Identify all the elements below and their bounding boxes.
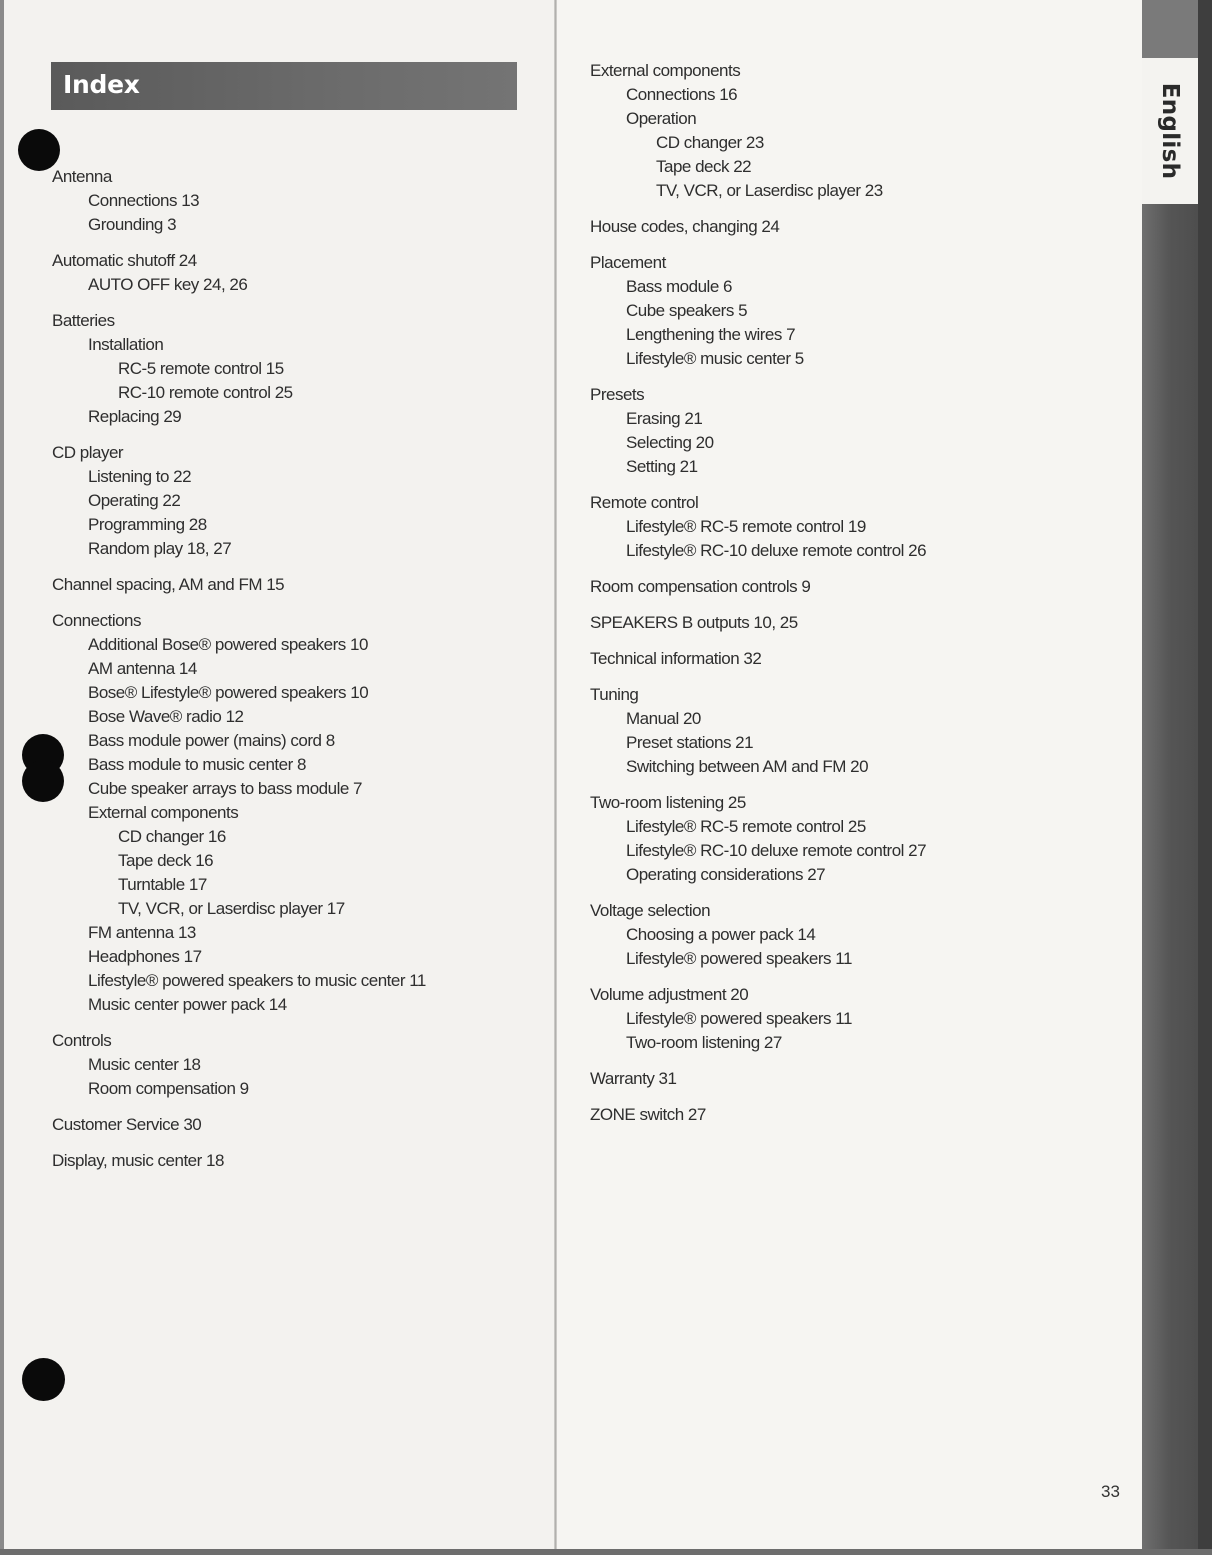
index-entry: ZONE switch 27 [590,1105,706,1124]
index-entry: Remote control [590,493,699,512]
index-entry: Two-room listening 25 [590,793,746,812]
index-subentry: Listening to 22 [88,467,192,486]
index-subentry: Connections 16 [626,85,738,104]
page-number: 33 [1101,1482,1120,1501]
index-group [590,251,1110,371]
index-subentry: Bass module power (mains) cord 8 [88,731,335,750]
index-subentry: Lifestyle® RC-5 remote control 19 [626,517,866,536]
index-group [590,59,1110,203]
index-subentry: Music center power pack 14 [88,995,287,1014]
index-group [52,1113,572,1137]
index-entry: Technical information 32 [590,649,762,668]
index-subentry: Lifestyle® RC-10 deluxe remote control 26 [626,541,927,560]
index-group [590,611,1110,635]
index-entry: Placement [590,253,666,272]
index-subentry: Bose Wave® radio 12 [88,707,244,726]
index-subentry: Bass module 6 [626,277,732,296]
index-subentry: TV, VCR, or Laserdisc player 17 [118,899,345,918]
index-entry: External components [590,61,741,80]
index-entry: Volume adjustment 20 [590,985,749,1004]
index-subentry: Room compensation 9 [88,1079,249,1098]
index-subentry: Installation [88,335,164,354]
index-entry: CD player [52,443,124,462]
index-subentry: RC-10 remote control 25 [118,383,293,402]
index-subentry: Operating 22 [88,491,181,510]
index-group [590,1067,1110,1091]
page-edge-strip-outer [1198,0,1212,1555]
index-subentry: Turntable 17 [118,875,207,894]
index-subentry: Bass module to music center 8 [88,755,306,774]
index-group [590,383,1110,479]
index-subentry: Selecting 20 [626,433,714,452]
index-subentry: Programming 28 [88,515,207,534]
index-subentry: Music center 18 [88,1055,201,1074]
page-bottom-edge [0,1549,1212,1555]
index-entry: Customer Service 30 [52,1115,202,1134]
page-left-edge [0,0,4,1555]
binder-hole-bottom [22,1358,65,1401]
index-subentry: External components [88,803,239,822]
index-group [590,899,1110,971]
index-subentry: Operating considerations 27 [626,865,826,884]
index-subentry: Preset stations 21 [626,733,754,752]
index-subentry: Erasing 21 [626,409,703,428]
index-subentry: Lifestyle® RC-5 remote control 25 [626,817,866,836]
index-subentry: AM antenna 14 [88,659,197,678]
index-group [590,791,1110,887]
index-entry: Automatic shutoff 24 [52,251,197,270]
index-group [590,1103,1110,1127]
index-entry: Channel spacing, AM and FM 15 [52,575,285,594]
index-subentry: Tape deck 16 [118,851,214,870]
index-group [590,647,1110,671]
index-group [52,249,572,297]
index-subentry: FM antenna 13 [88,923,196,942]
index-subentry: Lengthening the wires 7 [626,325,796,344]
index-group [52,1149,572,1173]
index-subentry: CD changer 16 [118,827,226,846]
index-subentry: TV, VCR, or Laserdisc player 23 [656,181,883,200]
index-entry: Batteries [52,311,115,330]
index-entry: Presets [590,385,645,404]
index-subentry: AUTO OFF key 24, 26 [88,275,248,294]
index-subentry: Operation [626,109,697,128]
index-column-left [52,165,572,1185]
index-group [590,575,1110,599]
index-subentry: Setting 21 [626,457,698,476]
index-group [590,491,1110,563]
index-subentry: Choosing a power pack 14 [626,925,816,944]
index-subentry: Headphones 17 [88,947,202,966]
index-subentry: Cube speakers 5 [626,301,748,320]
index-entry: Controls [52,1031,112,1050]
index-group [590,683,1110,779]
index-group [590,983,1110,1055]
index-subentry: Replacing 29 [88,407,182,426]
index-subentry: Additional Bose® powered speakers 10 [88,635,368,654]
index-entry: Voltage selection [590,901,711,920]
index-subentry: Grounding 3 [88,215,177,234]
index-subentry: Lifestyle® powered speakers 11 [626,949,852,968]
index-column-right [590,59,1110,1139]
index-subentry: Connections 13 [88,191,200,210]
index-subentry: Lifestyle® powered speakers to music center 11 [88,971,426,990]
index-group [590,215,1110,239]
index-subentry: Two-room listening 27 [626,1033,782,1052]
page-edge-strip-top [1142,0,1198,58]
index-subentry: Cube speaker arrays to bass module 7 [88,779,362,798]
index-entry: Antenna [52,167,112,186]
index-title: Index [63,70,140,99]
index-group [52,441,572,561]
index-subentry: Manual 20 [626,709,701,728]
index-subentry: Lifestyle® RC-10 deluxe remote control 27 [626,841,927,860]
index-entry: Connections [52,611,142,630]
index-entry: Room compensation controls 9 [590,577,811,596]
language-tab-label: English [1157,82,1183,180]
index-subentry: Random play 18, 27 [88,539,232,558]
index-subentry: CD changer 23 [656,133,764,152]
index-group [52,1029,572,1101]
index-group [52,309,572,429]
index-group [52,573,572,597]
index-subentry: Tape deck 22 [656,157,752,176]
index-subentry: RC-5 remote control 15 [118,359,284,378]
index-entry: Tuning [590,685,639,704]
index-entry: House codes, changing 24 [590,217,780,236]
index-group [52,609,572,1017]
index-entry: SPEAKERS B outputs 10, 25 [590,613,798,632]
index-subentry: Lifestyle® powered speakers 11 [626,1009,852,1028]
index-group [52,165,572,237]
index-subentry: Bose® Lifestyle® powered speakers 10 [88,683,369,702]
index-subentry: Switching between AM and FM 20 [626,757,869,776]
index-subentry: Lifestyle® music center 5 [626,349,804,368]
index-entry: Display, music center 18 [52,1151,224,1170]
index-entry: Warranty 31 [590,1069,677,1088]
